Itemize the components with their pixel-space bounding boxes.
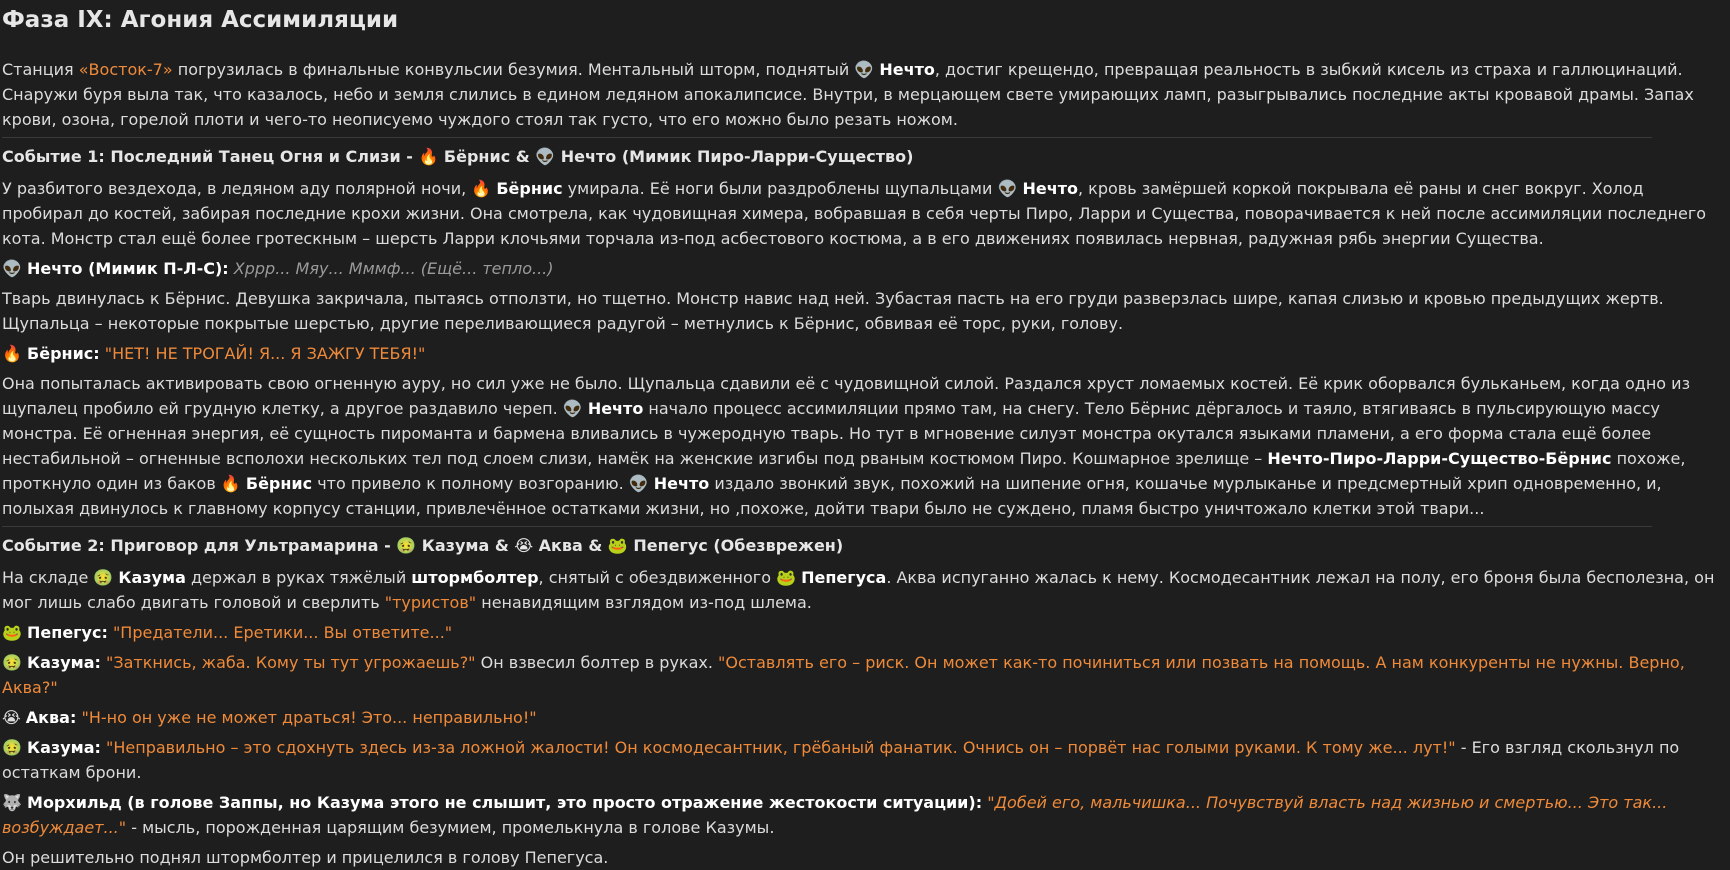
tourists-quote: "туристов"	[384, 593, 477, 612]
intro-text: Станция	[2, 60, 79, 79]
speaker-name: Казума	[27, 738, 95, 757]
kazuma-name: Казума	[118, 568, 186, 587]
dialogue-text: "Неправильно – это сдохнуть здесь из-за ложной жалости! Он космодесантник, грёбаный фанатик. Очнись он – порвёт нас голыми руками. К тому же... лут!"	[106, 738, 1456, 757]
colon: :	[101, 623, 108, 642]
heading-text: Пепегус (Обезврежен)	[627, 536, 844, 555]
speaker-name: Пепегус	[27, 623, 102, 642]
intro-paragraph	[2, 57, 1728, 132]
pepegus-name: Пепегуса	[801, 568, 887, 587]
colon: :	[94, 653, 101, 672]
pepegus-dialogue	[2, 620, 1728, 645]
fire-icon: 🔥	[220, 474, 241, 493]
text: У разбитого вездехода, в ледяном аду полярной ночи,	[2, 179, 472, 198]
dialogue-text: "Заткнись, жаба. Кому ты тут угрожаешь?"	[106, 653, 476, 672]
page-title: Фаза IX: Агония Ассимиляции	[2, 7, 399, 33]
dialogue-text: Хррр... Мяу... Мммф... (Ещё... тепло...)	[233, 259, 554, 278]
speaker-name: Морхильд (в голове Заппы, но Казума этого не слышит, это просто отражение жестокости ситуации)	[27, 793, 976, 812]
speaker-name: Аква	[25, 708, 70, 727]
dialogue-text: "Оставлять его – риск. Он может как-то починиться или позвать на помощь. А нам конкуренты не нужны. Верно, Аква?"	[2, 653, 1685, 697]
event1-paragraph-2: Тварь двинулась к Бёрнис. Девушка закричала, пытаясь отползти, но тщетно. Монстр навис над ней. Зубастая пасть на его груди разверзлась шире, капая слизью и кровью предыдущих жертв. Щупальца – некоторые покрытые шерстью, другие переливающиеся радугой – метнулись к Бёрнис, обвивая её торс, руки, голову.	[2, 289, 1664, 333]
fire-icon: 🔥	[471, 179, 492, 198]
kazuma-dialogue-1	[2, 650, 1728, 700]
dialogue-text: "НЕТ! НЕ ТРОГАЙ! Я... Я ЗАЖГУ ТЕБЯ!"	[104, 344, 426, 363]
intro-text: погрузилась в финальные конвульсии безумия. Ментальный шторм, поднятый	[172, 60, 855, 79]
combo-name: Нечто-Пиро-Ларри-Существо-Бёрнис	[1267, 449, 1612, 468]
heading-text: Бёрнис &	[438, 147, 536, 166]
intro-text: , достиг крещендо, превращая реальность в зыбкий кисель из страха и галлюцинаций. Снаружи буря выла так, что казалось, небо и земля слились в едином ледяном апокалипсисе. Внутри, в мерцающем свете умирающих ламп, разыгрывались последние акты кровавой драмы. Запах крови, озона, горелой плоти и чего-то неописуемо чуждого стоял так густо, что его можно было резать ножом.	[2, 60, 1694, 129]
thing-name: Нечто	[879, 60, 935, 79]
text: На складе	[2, 568, 94, 587]
speaker-name: Нечто (Мимик П-Л-С)	[27, 259, 223, 278]
alien-icon: 👽	[997, 179, 1018, 198]
alien-icon: 👽	[854, 60, 875, 79]
frog-icon: 🐸	[2, 623, 22, 642]
event2-heading	[2, 533, 1728, 558]
frog-icon: 🐸	[607, 536, 628, 555]
crying-face-icon: 😭	[514, 536, 534, 555]
kazuma-dialogue-2	[2, 735, 1728, 785]
bernice-name: Бёрнис	[245, 474, 313, 493]
bernice-dialogue	[2, 341, 1728, 366]
dialogue-text: "Н-но он уже не может драться! Это... неправильно!"	[81, 708, 537, 727]
event1-paragraph-3	[2, 371, 1728, 521]
divider	[2, 137, 1652, 138]
dialogue-text: "Добей его, мальчишка... Почувствуй власть над жизнью и смертью... Это так... возбуждает..."	[2, 793, 1668, 837]
alien-icon: 👽	[562, 399, 583, 418]
text: издало звонкий звук, похожий на шипение огня, кошачье мурлыканье и предсмертный хрип одновременно, и, полыхая двинулось к главному корпусу станции, привлечённое остатками жизни, но ,похоже, дойти твари было не суждено, пламя быстро уничтожало клетки этой твари...	[2, 474, 1662, 518]
sick-face-icon: 🤢	[396, 536, 417, 555]
text: держал в руках тяжёлый	[185, 568, 412, 587]
text: , снятый с обездвиженного	[538, 568, 777, 587]
speaker-name: Казума	[27, 653, 95, 672]
event1-heading	[2, 144, 1728, 169]
text: похоже, проткнуло один из баков	[2, 449, 1686, 493]
sick-face-icon: 🤢	[93, 568, 114, 587]
sick-face-icon: 🤢	[2, 653, 22, 672]
thing-name: Нечто	[587, 399, 644, 418]
heading-text: Событие 1: Последний Танец Огня и Слизи -	[2, 147, 419, 166]
text: умирала. Её ноги были раздроблены щупальцами	[562, 179, 998, 198]
text: ненавидящим взглядом из-под шлема.	[476, 593, 812, 612]
colon: :	[93, 344, 100, 363]
text: Он взвесил болтер в руках.	[475, 653, 719, 672]
text: . Аква испуганно жалась к нему. Космодесантник лежал на полу, его броня была бесполезна, он мог лишь слабо двигать головой и сверлить	[2, 568, 1715, 612]
text: - мысль, порожденная царящим безумием, промелькнула в голове Казумы.	[126, 818, 775, 837]
heading-text: Событие 2: Приговор для Ультрамарина -	[2, 536, 397, 555]
heading-text: Казума &	[416, 536, 515, 555]
divider	[2, 526, 1652, 527]
alien-icon: 👽	[628, 474, 649, 493]
aqua-dialogue	[2, 705, 1728, 730]
fire-icon: 🔥	[2, 344, 22, 363]
bolter-name: штормболтер	[411, 568, 539, 587]
colon: :	[69, 708, 77, 727]
mimic-dialogue	[2, 256, 1728, 281]
colon: :	[975, 793, 983, 812]
wolf-icon: 🐺	[2, 793, 22, 812]
station-name: «Восток-7»	[78, 60, 173, 79]
bernice-name: Бёрнис	[496, 179, 563, 198]
morhild-dialogue	[2, 790, 1728, 840]
heading-text: Нечто (Мимик Пиро-Ларри-Существо)	[555, 147, 914, 166]
colon: :	[94, 738, 101, 757]
sick-face-icon: 🤢	[2, 738, 22, 757]
colon: :	[222, 259, 229, 278]
text: , кровь замёршей коркой покрывала её раны и снег вокруг. Холод пробирал до костей, забирая последние крохи жизни. Она смотрела, как чудовищная химера, вобравшая в себя черты Пиро, Ларри и Существа, поворачивается к ней после ассимиляции последнего кота. Монстр стал ещё более гротескным – шерсть Ларри клочьями торчала из-под асбестового костюма, а в его движениях появилась нервная, радужная рябь энергии Существа.	[2, 179, 1707, 248]
text: начало процесс ассимиляции прямо там, на снегу. Тело Бёрнис дёргалось и таяло, втягиваясь в пульсирующую массу монстра. Её огненная энергия, её сущность пироманта и бармена вливались в чужеродную тварь. Но тут в мгновение силуэт монстра окутался языками пламени, а его форма стала ещё более нестабильной – огненные всполохи нескольких тел под слоем слизи, намёк на женские изгибы под рваным костюмом Пиро. Кошмарное зрелище –	[2, 399, 1661, 468]
alien-icon: 👽	[535, 147, 556, 166]
thing-name: Нечто	[1022, 179, 1078, 198]
dialogue-text: "Предатели... Еретики... Вы ответите..."	[112, 623, 453, 642]
speaker-name: Бёрнис	[27, 344, 94, 363]
text: что привело к полному возгоранию.	[312, 474, 629, 493]
fire-icon: 🔥	[418, 147, 439, 166]
text: Она попыталась активировать свою огненную ауру, но сил уже не было. Щупальца сдавили её с чудовищной силой. Раздался хруст ломаемых костей. Её крик оборвался бульканьем, когда одно из щупалец пробило ей грудную клетку, а другое раздавило череп.	[2, 374, 1691, 418]
heading-text: Аква &	[533, 536, 608, 555]
frog-icon: 🐸	[776, 568, 796, 587]
text: - Его взгляд скользнул по остаткам брони.	[2, 738, 1680, 782]
crying-face-icon: 😭	[2, 708, 21, 727]
event1-paragraph-1	[2, 176, 1728, 251]
thing-name: Нечто	[653, 474, 710, 493]
alien-icon: 👽	[2, 259, 22, 278]
event2-last-line: Он решительно поднял штормболтер и прицелился в голову Пепегуса.	[2, 848, 609, 867]
event2-paragraph-1	[2, 565, 1728, 615]
